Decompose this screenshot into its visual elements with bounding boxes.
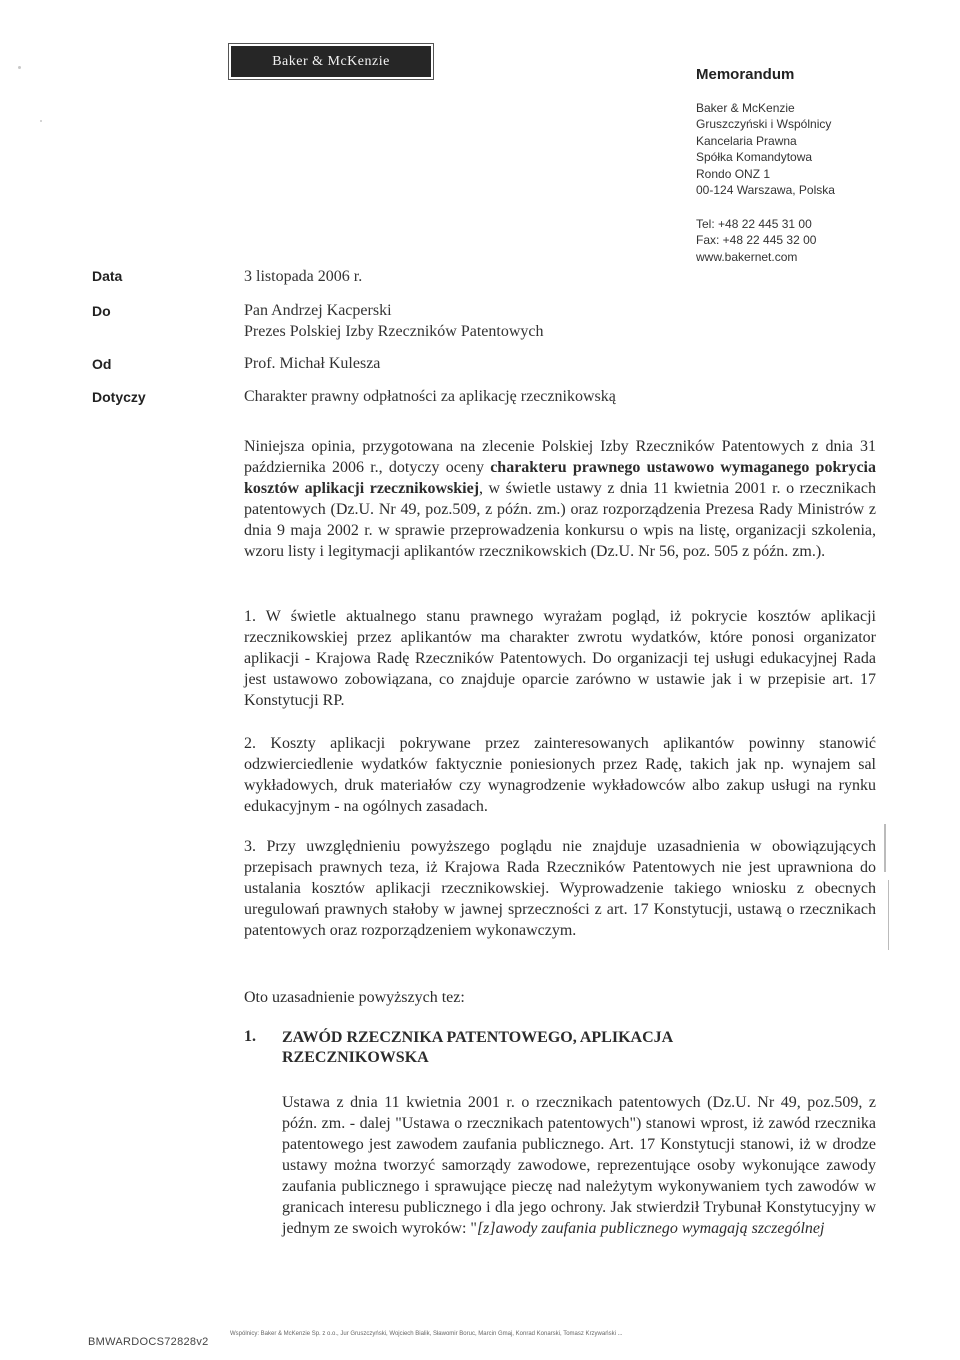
- scan-speck: [40, 120, 42, 122]
- firm-contact: [696, 216, 936, 265]
- from-value: Prof. Michał Kulesza: [244, 355, 381, 372]
- intro-paragraph: [244, 436, 876, 562]
- partners-footer: Wspólnicy: Baker & McKenzie Sp. z o.o., Jur Gruszczyński, Wojciech Bialik, Sławomir Boruc, Marcin Gmaj, Konrad Konarski, Tomasz Krzywański ...: [230, 1331, 623, 1337]
- fax: Fax: +48 22 445 32 00: [696, 233, 817, 248]
- to-title: Prezes Polskiej Izby Rzeczników Patentowych: [244, 323, 544, 340]
- paragraph-3: 3. Przy uwzględnieniu powyższego poglądu nie znajduje uzasadnienia w obowiązujących przepisach prawnych teza, iż Krajowa Rada Rzeczników Patentowych nie jest uprawniona do ustalania kosztów aplikacji rzecznikowskiej. Wyprowadzenie takiego wniosku z obecnych uregulowań prawnych stałoby w jawnej sprzeczności z art. 17 Konstytucji, ustawą o rzecznikach patentowych oraz rozporządzeniem wykonawczym.: [244, 838, 876, 939]
- paragraph-4: Oto uzasadnienie powyższych tez:: [244, 989, 465, 1006]
- firm-line: Rondo ONZ 1: [696, 166, 771, 181]
- phone: Tel: +48 22 445 31 00: [696, 217, 812, 231]
- scan-edge-mark: [884, 824, 886, 872]
- intro-text: Niniejsza opinia, przygotowana na zlecenie Polskiej Izby Rzeczników Patentowych z dnia 31 października 2006 r., dotyczy oceny: [244, 438, 876, 476]
- to-name: Pan Andrzej Kacperski: [244, 302, 392, 319]
- date-label: Data: [92, 268, 123, 284]
- firm-line: Spółka Komandytowa: [696, 150, 813, 165]
- firm-line: Baker & McKenzie: [696, 101, 795, 115]
- intro-text-cont: , w świetle ustawy z dnia 11 kwietnia 2001 r. o rzecznikach patentowych (Dz.U. Nr 49, poz.509, z późn. zm.) oraz rozporządzenia Prezesa Rady Ministrów z dnia 9 maja 2002 r. w sprawie przeprowadzenia konkursu o wpis na listę, organizacji szkolenia, wzoru listy i legitymacji aplikantów rzecznikowskich (Dz.U. Nr 56, poz. 505 z późn. zm.).: [244, 480, 876, 560]
- paragraph-5-quote: [z]awody zaufania publicznego wymagają szczególnej: [476, 1220, 825, 1237]
- subject-label: Dotyczy: [92, 389, 146, 405]
- memo-title: Memorandum: [696, 66, 795, 83]
- paragraph-5: [282, 1092, 876, 1239]
- document-reference: BMWARDOCS72828v2: [88, 1336, 209, 1348]
- scan-edge-mark: [888, 880, 889, 950]
- section-heading: ZAWÓD RZECZNIKA PATENTOWEGO, APLIKACJA RZECZNIKOWSKA: [282, 1029, 673, 1066]
- company-logo: Baker & McKenzie: [231, 46, 431, 77]
- from-label: Od: [92, 356, 112, 372]
- paragraph-1: 1. W świetle aktualnego stanu prawnego wyrażam pogląd, iż pokrycie kosztów aplikacji rzecznikowskiej przez aplikantów ma charakter zwrotu wydatków, które ponosi organizator aplikacji - Krajowa Radę Rzeczników Patentowych. Do organizacji tej usługi edukacyjnej Rada jest ustawowo zobowiązana, co znajduje oparcie zarówno w ustawie jak i w przepisie art. 17 Konstytucji RP.: [244, 608, 876, 709]
- intro-emphasis: charakteru prawnego ustawowo wymaganego pokrycia kosztów aplikacji rzecznikowskiej: [244, 459, 876, 497]
- date-value: 3 listopada 2006 r.: [244, 268, 363, 285]
- paragraph-2: 2. Koszty aplikacji pokrywane przez zainteresowanych aplikantów powinny stanowić odzwierciedlenie wydatków faktycznie poniesionych przez Radę, takich jak np. wynajem sal wykładowych, druk materiałów czy wynagrodzenie wykładowców albo zakup usługi na rynku edukacyjnym - na ogólnych zasadach.: [244, 735, 876, 815]
- to-label: Do: [92, 303, 111, 319]
- subject-value: Charakter prawny odpłatności za aplikację rzecznikowską: [244, 388, 616, 405]
- firm-line: Gruszczyński i Wspólnicy: [696, 117, 832, 132]
- scan-speck: [18, 66, 21, 69]
- website: www.bakernet.com: [696, 249, 798, 264]
- section-number: 1.: [244, 1028, 256, 1045]
- paragraph-5-text: Ustawa z dnia 11 kwietnia 2001 r. o rzecznikach patentowych (Dz.U. Nr 49, poz.509, z późn. zm. - dalej "Ustawa o rzecznikach patentowych") stanowi wprost, iż zawód rzecznika patentowego jest zawodem zaufania publicznego. Art. 17 Konstytucji stanowi, iż w drodze ustawy można tworzyć samorządy zawodowe, reprezentujące osoby wykonujące zawody zaufania publicznego i sprawujące pieczę nad należytym wykonywaniem tych zawodów w granicach interesu publicznego i dla jego ochrony. Jak stwierdził Trybunał Konstytucyjny w jednym ze swoich wyroków: ": [282, 1094, 876, 1237]
- firm-address: [696, 100, 936, 198]
- firm-line: Kancelaria Prawna: [696, 133, 797, 148]
- firm-line: 00-124 Warszawa, Polska: [696, 183, 835, 198]
